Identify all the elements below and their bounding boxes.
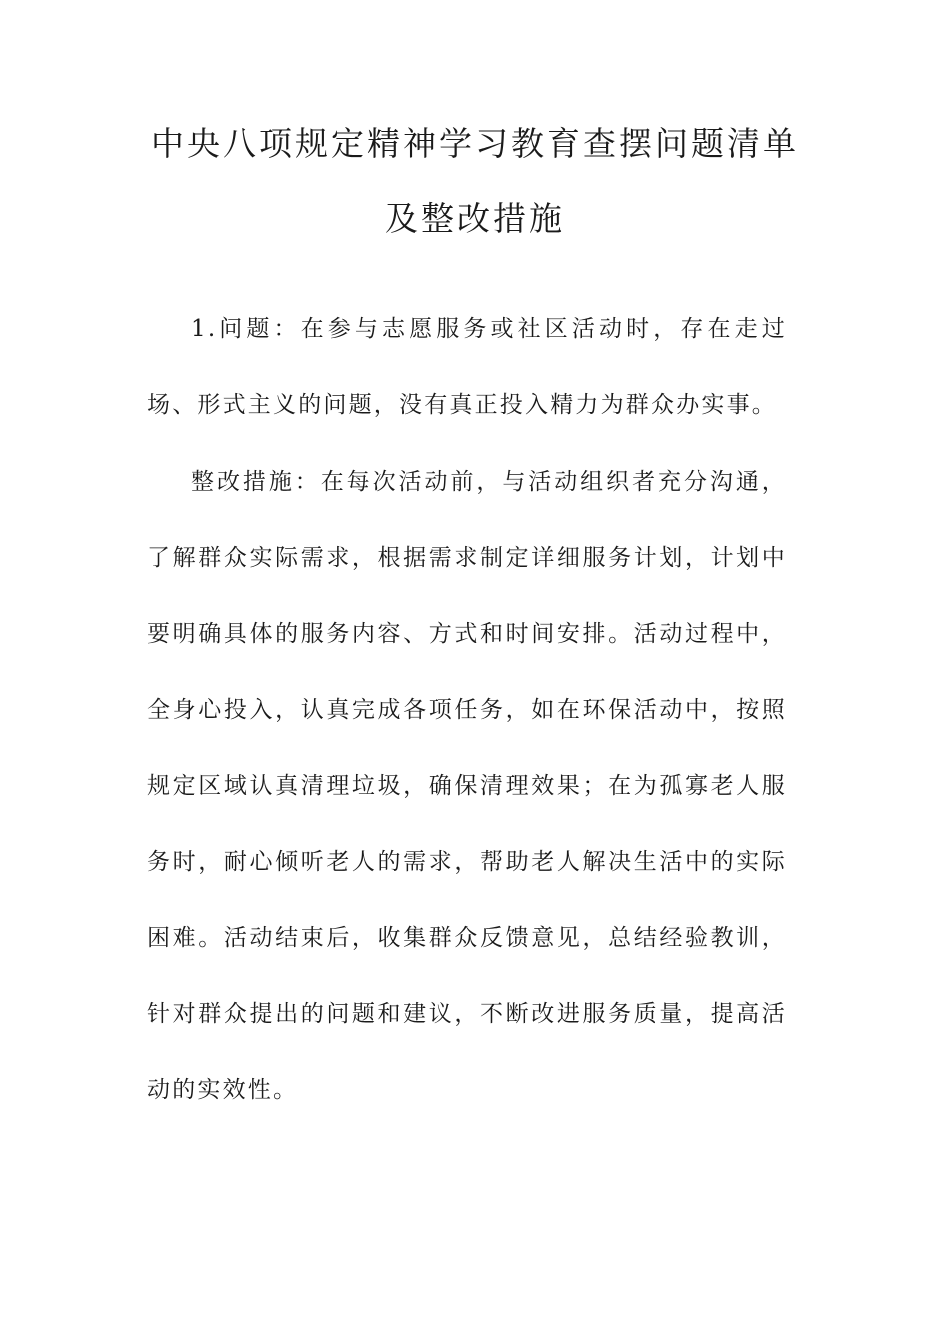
document-title-line-2: 及整改措施 (385, 199, 565, 238)
problem-paragraph: 1.问题：在参与志愿服务或社区活动时，存在走过场、形式主义的问题，没有真正投入精力为群众办实事。 (147, 316, 787, 418)
rectification-paragraph: 整改措施：在每次活动前，与活动组织者充分沟通，了解群众实际需求，根据需求制定详细服务计划，计划中要明确具体的服务内容、方式和时间安排。活动过程中，全身心投入，认真完成各项任务，如在环保活动中，按照规定区域认真清理垃圾，确保清理效果；在为孤寡老人服务时，耐心倾听老人的需求，帮助老人解决生活中的实际困难。活动结束后，收集群众反馈意见，总结经验教训，针对群众提出的问题和建议，不断改进服务质量，提高活动的实效性。 (147, 469, 787, 1103)
document-title-line-1: 中央八项规定精神学习教育查摆问题清单 (151, 124, 799, 163)
